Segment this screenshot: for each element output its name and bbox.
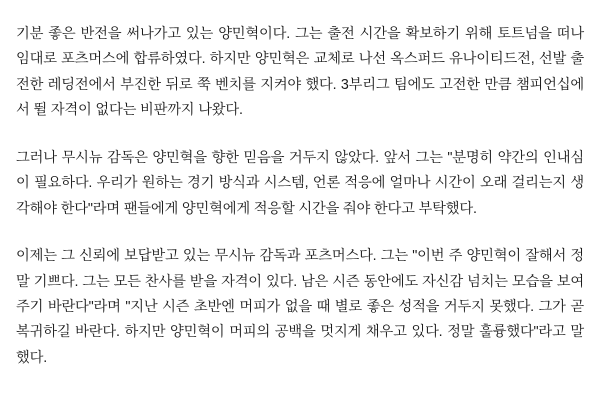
article-paragraph-1: 기분 좋은 반전을 써나가고 있는 양민혁이다. 그는 출전 시간을 확보하기 위해 토트넘을 떠나 임대로 포츠머스에 합류하였다. 하지만 양민혁은 교체로 나선 옥스퍼드 유나이티드전, 선발 출전한 레딩전에서 부진한 뒤로 쭉 벤치를 지켜야 했다. 3부리그 팀에도 고전한 만큼 챔피언십에서 뛸 자격이 없다는 비판까지 나왔다. xyxy=(16,26,584,119)
article-paragraph-3: 이제는 그 신뢰에 보답받고 있는 무시뉴 감독과 포츠머스다. 그는 "이번 주 양민혁이 잘해서 정말 기쁘다. 그는 모든 찬사를 받을 자격이 있다. 남은 시즌 동안에도 자신감 넘치는 모습을 보여주기 바란다"라며 "지난 시즌 초반엔 머피가 없을 때 별로 좋은 성적을 거두지 못했다. 그가 곧 복귀하길 바란다. 하지만 양민혁이 머피의 공백을 멋지게 채우고 있다. 정말 훌륭했다"라고 말했다. xyxy=(16,248,584,366)
article-paragraph-2: 그러나 무시뉴 감독은 양민혁을 향한 믿음을 거두지 않았다. 앞서 그는 "분명히 약간의 인내심이 필요하다. 우리가 원하는 경기 방식과 시스템, 언론 적응에 얼마나 시간이 오래 걸리는지 생각해야 한다"라며 팬들에게 양민혁에게 적응할 시간을 줘야 한다고 부탁했다. xyxy=(16,149,584,217)
